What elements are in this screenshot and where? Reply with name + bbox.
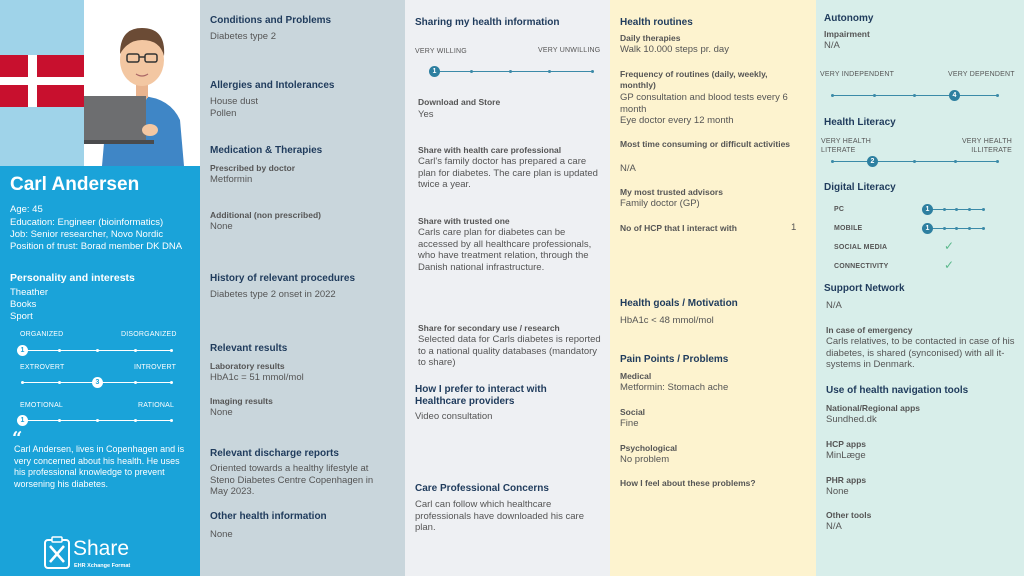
slider-dot [996, 94, 999, 97]
share-trusted-label: Share with trusted one [418, 216, 510, 226]
slider-dot [831, 94, 834, 97]
discharge-value: Oriented towards a healthy lifestyle at Steno Diabetes Centre Copenhagen in May 2023. [210, 463, 374, 497]
checkmark-icon: ✓ [944, 258, 955, 272]
hcp-apps-value: MinLæge [826, 450, 866, 461]
slider-right-label: VERY UNWILLING [538, 47, 601, 54]
allergy-item: Pollen [210, 108, 237, 119]
slider-dot [548, 70, 551, 73]
persona-name: Carl Andersen [10, 174, 140, 195]
slider-dot [134, 419, 137, 422]
persona-quote: Carl Andersen, lives in Copenhagen and is very concerned about his health. He uses his professional knowledge to prevent worsening his diabetes. [14, 444, 185, 489]
interest-item: Sport [10, 311, 33, 322]
slider-dot [996, 160, 999, 163]
digital-item-label: SOCIAL MEDIA [834, 244, 888, 251]
medical-value: Metformin: Stomach ache [620, 382, 729, 393]
slider-track [433, 71, 593, 72]
slider-dot [955, 227, 958, 230]
slider-right-label: VERY DEPENDENT [948, 71, 1015, 78]
national-value: Sundhed.dk [826, 414, 877, 425]
sharing-slider-knob: 1 [429, 66, 440, 77]
slider-dot [943, 208, 946, 211]
slider-dot [982, 208, 985, 211]
slider-dot [873, 94, 876, 97]
slider-knob-extrovert: 3 [92, 377, 103, 388]
history-title: History of relevant procedures [210, 273, 356, 284]
xshare-logo [43, 536, 173, 572]
imaging-label: Imaging results [210, 396, 273, 406]
literacy-title: Health Literacy [824, 117, 896, 128]
danish-flag-icon [0, 55, 84, 107]
prescribed-label: Prescribed by doctor [210, 163, 296, 173]
slider-dot [96, 419, 99, 422]
additional-label: Additional (non prescribed) [210, 210, 321, 220]
social-label: Social [620, 407, 646, 417]
autonomy-slider-knob: 4 [949, 90, 960, 101]
allergies-title: Allergies and Intolerances [210, 80, 335, 91]
results-title: Relevant results [210, 343, 288, 354]
other-tools-value: N/A [826, 521, 842, 532]
interest-item: Books [10, 299, 37, 310]
share-hcp-label: Share with health care professional [418, 145, 562, 155]
discharge-title: Relevant discharge reports [210, 448, 339, 459]
slider-left-label: EMOTIONAL [20, 402, 64, 409]
advisors-value: Family doctor (GP) [620, 198, 700, 209]
digital-item-label: PC [834, 206, 845, 213]
persona-trust: Position of trust: Borad member DK DNA [10, 241, 183, 252]
pain-title: Pain Points / Problems [620, 354, 729, 365]
slider-right-label: DISORGANIZED [121, 331, 177, 338]
slider-dot [955, 208, 958, 211]
imaging-value: None [210, 407, 233, 418]
slider-dot [509, 70, 512, 73]
digital-title: Digital Literacy [824, 182, 896, 193]
persona-panel [0, 166, 200, 576]
slider-dot [170, 349, 173, 352]
other-health-value: None [210, 529, 233, 540]
slider-dot [58, 381, 61, 384]
slider-dot [968, 208, 971, 211]
interest-item: Theather [10, 287, 49, 298]
routines-column [610, 0, 816, 576]
persona-education: Education: Engineer (bioinformatics) [10, 217, 164, 228]
autonomy-title: Autonomy [824, 13, 874, 24]
slider-left-label: ORGANIZED [20, 331, 64, 338]
slider-left-label: VERY WILLING [415, 48, 467, 55]
slider-dot [170, 381, 173, 384]
psych-value: No problem [620, 454, 670, 465]
medical-label: Medical [620, 371, 652, 381]
medication-title: Medication & Therapies [210, 145, 323, 156]
other-health-title: Other health information [210, 511, 327, 522]
flag-area [0, 0, 84, 166]
share-trusted-value: Carls care plan for diabetes can be accessed by all healthcare professionals, who have treatment relation, through the Danish national infrastructure. [418, 227, 592, 273]
hcp-apps-label: HCP apps [826, 439, 866, 449]
tools-title: Use of health navigation tools [826, 385, 969, 396]
conditions-value: Diabetes type 2 [210, 31, 277, 42]
emergency-label: In case of emergency [826, 325, 913, 335]
consuming-label: Most time consuming or difficult activities [620, 139, 791, 149]
slider-dot [134, 381, 137, 384]
logo-subtext: EHR Xchange Format [74, 563, 131, 569]
social-value: Fine [620, 418, 639, 429]
personality-title: Personality and interests [10, 272, 135, 284]
conditions-column [200, 0, 405, 576]
other-tools-label: Other tools [826, 510, 872, 520]
psych-label: Psychological [620, 443, 678, 453]
share-hcp-value: Carl's family doctor has prepared a care plan for diabetes. The care plan is updated twice a year. [418, 156, 598, 190]
autonomy-column [816, 0, 1024, 576]
slider-dot [913, 94, 916, 97]
pc-slider-knob: 1 [922, 204, 933, 215]
slider-dot [96, 349, 99, 352]
xshare-logo-icon [43, 536, 71, 570]
frequency-label: Frequency of routines (daily, weekly, monthly) [620, 69, 768, 90]
slider-left-label: VERY HEALTH LITERATE [821, 138, 872, 154]
slider-dot [982, 227, 985, 230]
daily-value: Walk 10.000 steps pr. day [620, 44, 729, 55]
slider-dot [591, 70, 594, 73]
slider-dot [968, 227, 971, 230]
concerns-title: Care Professional Concerns [415, 483, 549, 494]
slider-left-label: EXTROVERT [20, 364, 65, 371]
national-label: National/Regional apps [826, 403, 920, 413]
slider-dot [470, 70, 473, 73]
phr-value: None [826, 486, 849, 497]
persona-column [0, 0, 200, 576]
interact-title: How I prefer to interact with Healthcare providers [415, 384, 547, 407]
slider-right-label: VERY HEALTH ILLITERATE [961, 138, 1012, 154]
download-label: Download and Store [418, 97, 501, 107]
hcp-count-value: 1 [791, 222, 797, 233]
support-title: Support Network [824, 283, 905, 294]
sharing-title: Sharing my health information [415, 17, 560, 28]
slider-left-label: VERY INDEPENDENT [820, 71, 895, 78]
advisors-label: My most trusted advisors [620, 187, 723, 197]
logo-text: Share [73, 537, 130, 560]
slider-dot [954, 160, 957, 163]
persona-job: Job: Senior researcher, Novo Nordic [10, 229, 164, 240]
impairment-label: Impairment [824, 29, 870, 39]
daily-label: Daily therapies [620, 33, 681, 43]
impairment-value: N/A [824, 40, 840, 51]
checkmark-icon: ✓ [944, 239, 955, 253]
slider-dot [831, 160, 834, 163]
share-secondary-value: Selected data for Carls diabetes is reported to a national quality databases (mandatory to share) [418, 334, 601, 368]
goals-value: HbA1c < 48 mmol/mol [620, 315, 714, 326]
download-value: Yes [418, 109, 434, 120]
slider-dot [58, 349, 61, 352]
feel-label: How I feel about these problems? [620, 478, 756, 488]
allergy-item: House dust [210, 96, 259, 107]
quote-icon: “ [12, 428, 23, 449]
routines-title: Health routines [620, 17, 693, 28]
conditions-title: Conditions and Problems [210, 15, 332, 26]
hcp-count-label: No of HCP that I interact with [620, 223, 737, 233]
avatar [84, 0, 200, 166]
mobile-slider-knob: 1 [922, 223, 933, 234]
consuming-value: N/A [620, 163, 636, 174]
digital-item-label: CONNECTIVITY [834, 263, 889, 270]
emergency-value: Carls relatives, to be contacted in case of his diabetes, is shared (synconised) with all it-systems in Denmark. [826, 336, 1015, 370]
literacy-slider-knob: 2 [867, 156, 878, 167]
slider-right-label: INTROVERT [134, 364, 177, 371]
share-secondary-label: Share for secondary use / research [418, 323, 560, 333]
prescribed-value: Metformin [210, 174, 253, 185]
slider-dot [134, 349, 137, 352]
phr-label: PHR apps [826, 475, 867, 485]
digital-item-label: MOBILE [834, 225, 863, 232]
support-value: N/A [826, 300, 842, 311]
slider-dot [21, 381, 24, 384]
goals-title: Health goals / Motivation [620, 298, 738, 309]
lab-label: Laboratory results [210, 361, 285, 371]
history-value: Diabetes type 2 onset in 2022 [210, 289, 336, 300]
slider-dot [913, 160, 916, 163]
slider-dot [943, 227, 946, 230]
slider-right-label: RATIONAL [138, 402, 175, 409]
sharing-column [405, 0, 610, 576]
frequency-value: GP consultation and blood tests every 6 month Eye doctor every 12 month [620, 92, 788, 126]
interact-value: Video consultation [415, 411, 493, 422]
slider-knob-emotional: 1 [17, 415, 28, 426]
slider-dot [58, 419, 61, 422]
persona-age: Age: 45 [10, 204, 43, 215]
slider-dot [170, 419, 173, 422]
additional-value: None [210, 221, 233, 232]
concerns-value: Carl can follow which healthcare professionals have downloaded his care plan. [415, 499, 584, 533]
slider-knob-organized: 1 [17, 345, 28, 356]
lab-value: HbA1c = 51 mmol/mol [210, 372, 304, 383]
